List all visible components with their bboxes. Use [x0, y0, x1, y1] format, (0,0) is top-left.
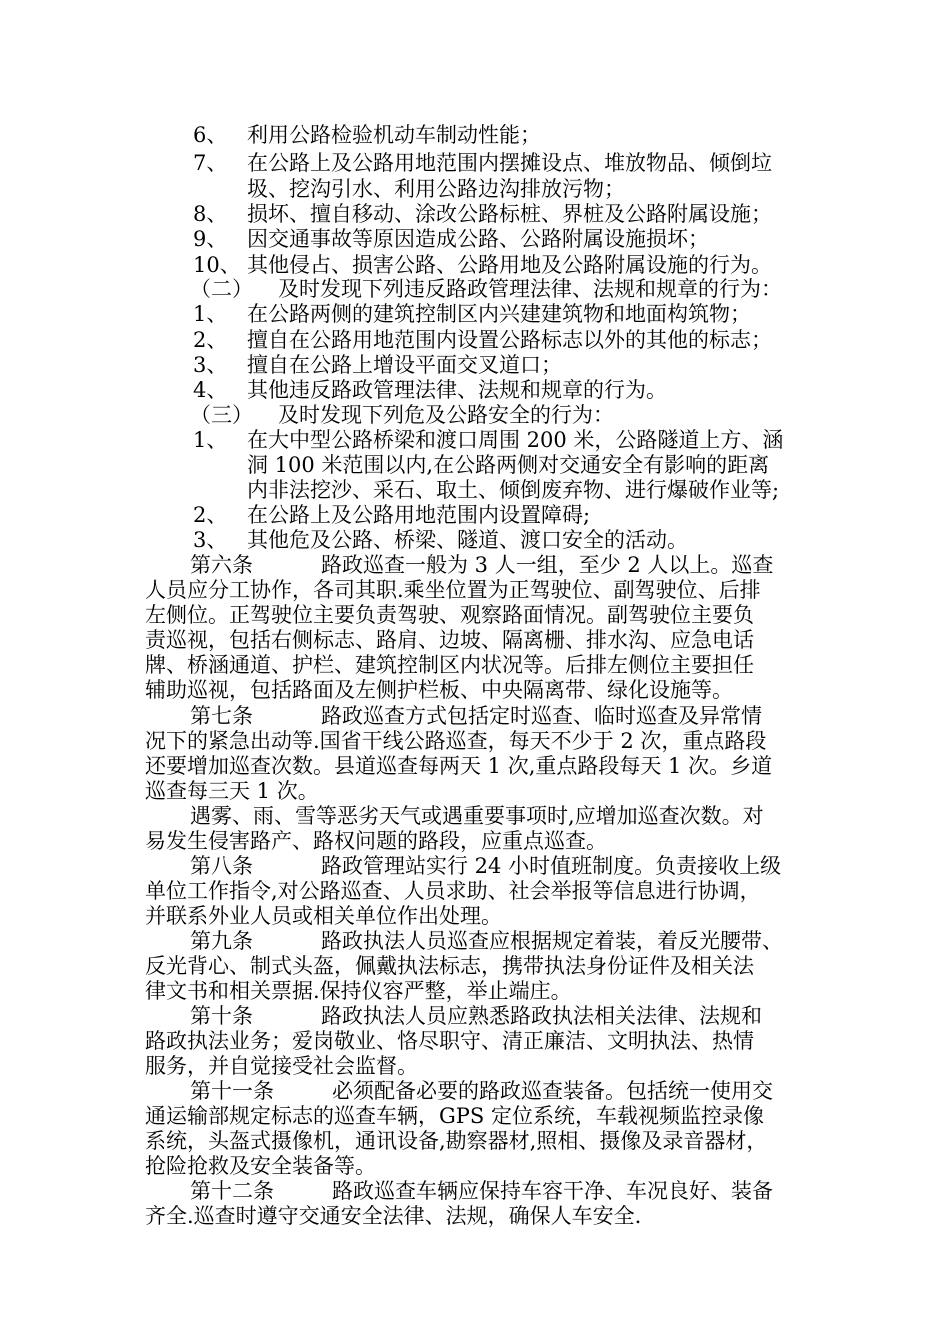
- list-item-number: 9、: [193, 227, 228, 251]
- article-text: 系统，头盔式摄像机，通讯设备,勘察器材,照相、摄像及录音器材，: [145, 1129, 768, 1153]
- list-item-text: 其他危及公路、桥梁、隧道、渡口安全的活动。: [247, 528, 688, 552]
- article-label: 第六条: [190, 553, 253, 577]
- list-item-text: 其他侵占、损害公路、公路用地及公路附属设施的行为。: [247, 253, 772, 277]
- section-heading-number: （三）: [190, 403, 253, 427]
- article-text: 路政巡查方式包括定时巡查、临时巡查及异常情: [321, 704, 762, 728]
- list-item-text: 擅自在公路上增设平面交叉道口；: [247, 353, 562, 377]
- article-label: 第七条: [190, 704, 253, 728]
- list-item-number: 1、: [193, 302, 228, 326]
- list-item-number: 2、: [193, 503, 228, 527]
- article-text: 单位工作指令,对公路巡查、人员求助、社会举报等信息进行协调，: [145, 879, 761, 903]
- section-heading: 及时发现下列危及公路安全的行为：: [278, 403, 614, 427]
- article-label: 第十二条: [190, 1179, 274, 1203]
- paragraph-text: 遇雾、雨、雪等恶劣天气或遇重要事项时,应增加巡查次数。对: [190, 804, 764, 828]
- article-text: 路政管理站实行 24 小时值班制度。负责接收上级: [321, 854, 782, 878]
- article-text: 还要增加巡查次数。县道巡查每两天 1 次,重点路段每天 1 次。乡道: [145, 754, 773, 778]
- article-label: 第九条: [190, 929, 253, 953]
- article-text: 律文书和相关票据.保持仪容严整，举止端庄。: [145, 979, 572, 1003]
- list-item-number: 3、: [193, 528, 228, 552]
- section-heading: 及时发现下列违反路政管理法律、法规和规章的行为：: [278, 277, 782, 301]
- article-text: 服务，并自觉接受社会监督。: [145, 1054, 418, 1078]
- article-text: 抢险抢救及安全装备等。: [145, 1154, 376, 1178]
- article-label: 第十条: [190, 1004, 253, 1028]
- article-text: 人员应分工协作，各司其职.乘坐位置为正驾驶位、副驾驶位、后排: [145, 578, 761, 602]
- article-text: 左侧位。正驾驶位主要负责驾驶、观察路面情况。副驾驶位主要负: [145, 603, 754, 627]
- article-text: 路政巡查车辆应保持车容干净、车况良好、装备: [332, 1179, 773, 1203]
- article-text: 况下的紧急出动等.国省干线公路巡查，每天不少于 2 次，重点路段: [145, 729, 767, 753]
- article-text: 巡查每三天 1 次。: [145, 779, 319, 803]
- article-text: 辅助巡视，包括路面及左侧护栏板、中央隔离带、绿化设施等。: [145, 678, 733, 702]
- article-text: 反光背心、制式头盔，佩戴执法标志，携带执法身份证件及相关法: [145, 954, 754, 978]
- section-heading-number: （二）: [190, 277, 253, 301]
- article-text: 并联系外业人员或相关单位作出处理。: [145, 904, 502, 928]
- list-item-text: 圾、挖沟引水、利用公路边沟排放污物；: [247, 177, 625, 201]
- list-item-text: 其他违反路政管理法律、法规和规章的行为。: [247, 378, 667, 402]
- article-text: 责巡视，包括右侧标志、路肩、边坡、隔离栅、排水沟、应急电话: [145, 628, 754, 652]
- list-item-number: 1、: [193, 428, 228, 452]
- paragraph-text: 易发生侵害路产、路权问题的路段，应重点巡查。: [145, 829, 607, 853]
- list-item-number: 8、: [193, 202, 228, 226]
- list-item-text: 因交通事故等原因造成公路、公路附属设施损坏；: [247, 227, 709, 251]
- article-label: 第八条: [190, 854, 253, 878]
- article-text: 路政执法人员巡查应根据规定着装，着反光腰带、: [321, 929, 783, 953]
- article-text: 通运输部规定标志的巡查车辆，GPS 定位系统，车载视频监控录像: [145, 1104, 764, 1128]
- article-text: 必须配备必要的路政巡查装备。包括统一使用交: [332, 1079, 773, 1103]
- article-text: 路政巡查一般为 3 人一组，至少 2 人以上。巡查: [321, 553, 774, 577]
- list-item-text: 在大中型公路桥梁和渡口周围 200 米，公路隧道上方、涵: [247, 428, 784, 452]
- article-label: 第十一条: [190, 1079, 274, 1103]
- list-item-text: 擅自在公路用地范围内设置公路标志以外的其他的标志；: [247, 328, 772, 352]
- list-item-text: 在公路上及公路用地范围内设置障碍;: [247, 503, 591, 527]
- list-item-number: 7、: [193, 151, 228, 175]
- list-item-number: 3、: [193, 353, 228, 377]
- list-item-text: 在公路两侧的建筑控制区内兴建建筑物和地面构筑物；: [247, 302, 751, 326]
- list-item-number: 2、: [193, 328, 228, 352]
- list-item-text: 利用公路检验机动车制动性能；: [247, 123, 541, 147]
- article-text: 牌、桥涵通道、护栏、建筑控制区内状况等。后排左侧位主要担任: [145, 653, 754, 677]
- list-item-number: 4、: [193, 378, 228, 402]
- list-item-number: 6、: [193, 123, 228, 147]
- article-text: 齐全.巡查时遵守交通安全法律、法规，确保人车安全.: [145, 1204, 642, 1228]
- list-item-text: 洞 100 米范围以内,在公路两侧对交通安全有影响的距离: [247, 453, 770, 477]
- list-item-text: 在公路上及公路用地范围内摆摊设点、堆放物品、倾倒垃: [247, 151, 772, 175]
- list-item-text: 内非法挖沙、采石、取土、倾倒废弃物、进行爆破作业等;: [247, 478, 780, 502]
- article-text: 路政执法人员应熟悉路政执法相关法律、法规和: [321, 1004, 762, 1028]
- article-text: 路政执法业务；爱岗敬业、恪尽职守、清正廉洁、文明执法、热情: [145, 1029, 754, 1053]
- list-item-number: 10、: [193, 253, 241, 277]
- list-item-text: 损坏、擅自移动、涂改公路标桩、界桩及公路附属设施；: [247, 202, 772, 226]
